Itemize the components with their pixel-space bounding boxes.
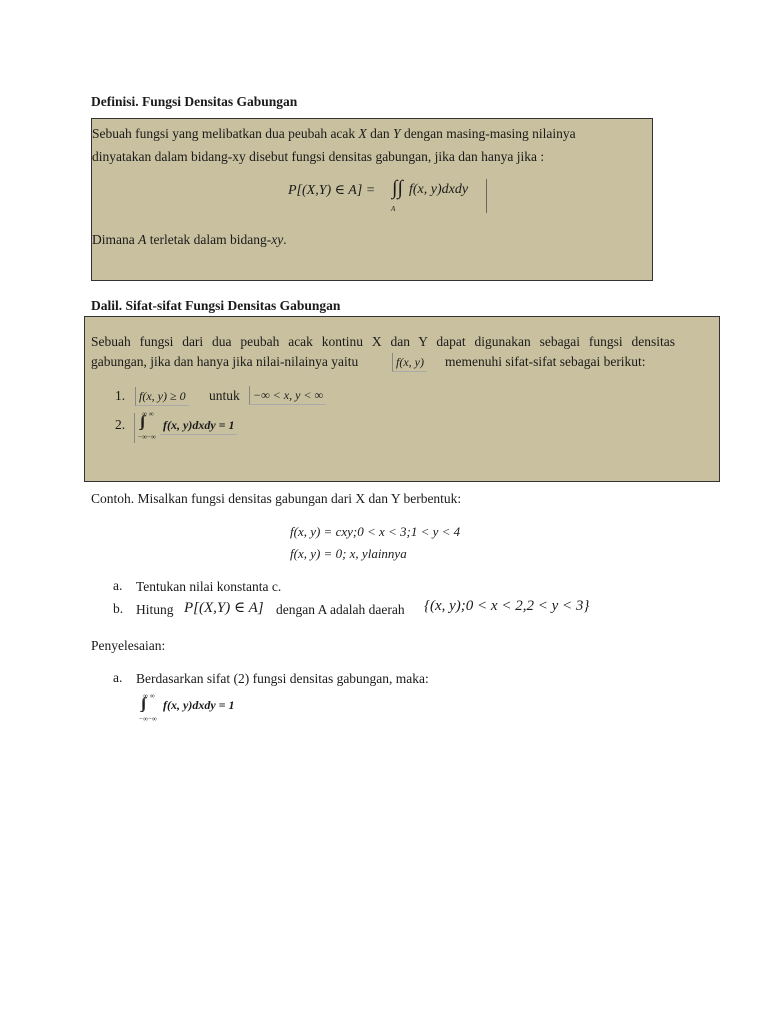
- solution-double-integral-symbol: ∫∫: [141, 696, 144, 712]
- theorem-line-1: Sebuah fungsi dari dua peubah acak kontinu X dan Y dapat digunakan sebagai fungsi densitas: [91, 334, 675, 349]
- definition-text: Sebuah fungsi yang melibatkan dua peubah acak: [92, 126, 359, 141]
- theorem-item-1-marker: 1.: [115, 388, 126, 403]
- var-x: X: [358, 126, 367, 141]
- conj-text: dan: [366, 126, 394, 141]
- theorem-line-2-math: f(x, y): [392, 353, 427, 372]
- definition-box: [91, 118, 653, 281]
- example-equation-1: f(x, y) = cxy;0 < x < 3;1 < y < 4: [290, 524, 461, 539]
- solution-integral-upper-limits: ∞ ∞: [143, 692, 155, 700]
- solution-a-text: Berdasarkan sifat (2) fungsi densitas gabungan, maka:: [136, 671, 429, 686]
- task-b-text: Hitung: [136, 602, 174, 617]
- integral-symbol: ∫∫: [392, 177, 403, 199]
- theorem-item-1-word: untuk: [209, 388, 240, 403]
- solution-a-marker: a.: [113, 670, 123, 685]
- where-text: Dimana: [92, 232, 139, 247]
- where-text: .: [283, 232, 287, 247]
- task-b-marker: b.: [113, 601, 124, 616]
- integral-upper-limits: ∞ ∞: [142, 410, 154, 418]
- theorem-item-1-condition: −∞ < x, y < ∞: [249, 386, 326, 405]
- example-equation-2: f(x, y) = 0; x, ylainnya: [290, 546, 407, 561]
- item-2-divider: [134, 413, 135, 443]
- task-b-mid: dengan A adalah daerah: [276, 602, 405, 617]
- solution-heading: Penyelesaian:: [91, 638, 166, 653]
- definition-text: dengan masing-masing nilainya: [400, 126, 576, 141]
- definition-line-2: dinyatakan dalam bidang-xy disebut fungsi densitas gabungan, jika dan hanya jika :: [92, 149, 545, 164]
- where-text: terletak dalam bidang-: [146, 232, 272, 247]
- definition-heading: Definisi. Fungsi Densitas Gabungan: [91, 94, 298, 109]
- var-a: A: [138, 232, 147, 247]
- var-xy: xy: [271, 232, 284, 247]
- definition-formula-left: P[(X,Y) ∈ A] =: [288, 183, 376, 198]
- formula-divider: [486, 179, 487, 213]
- var-y: Y: [393, 126, 401, 141]
- definition-line-1: [92, 123, 576, 145]
- task-b-probability: P[(X,Y) ∈ A]: [184, 600, 264, 616]
- example-intro: Contoh. Misalkan fungsi densitas gabungan dari X dan Y berbentuk:: [91, 491, 462, 506]
- task-b-set: {(x, y);0 < x < 2,2 < y < 3}: [424, 598, 590, 614]
- solution-integral-lower-limits: −∞−∞: [139, 715, 157, 723]
- definition-where: [92, 229, 287, 251]
- definition-formula-right: f(x, y)dxdy: [409, 182, 469, 197]
- task-a-text: Tentukan nilai konstanta c.: [136, 579, 282, 594]
- theorem-line-2-text: gabungan, jika dan hanya jika nilai-nilainya yaitu: [91, 354, 359, 369]
- theorem-item-1-math: f(x, y) ≥ 0: [135, 387, 189, 406]
- integral-lower-limits: −∞−∞: [138, 433, 156, 441]
- theorem-item-2-math: f(x, y)dxdy = 1: [160, 416, 237, 435]
- task-a-marker: a.: [113, 578, 123, 593]
- solution-a-math: f(x, y)dxdy = 1: [163, 698, 235, 712]
- integral-domain-label: A: [391, 205, 396, 213]
- theorem-item-2-marker: 2.: [115, 417, 126, 432]
- theorem-heading: Dalil. Sifat-sifat Fungsi Densitas Gabungan: [91, 298, 341, 313]
- theorem-box: [84, 316, 720, 482]
- double-integral-symbol: ∫∫: [140, 414, 143, 430]
- theorem-line-2-post: memenuhi sifat-sifat sebagai berikut:: [445, 354, 646, 369]
